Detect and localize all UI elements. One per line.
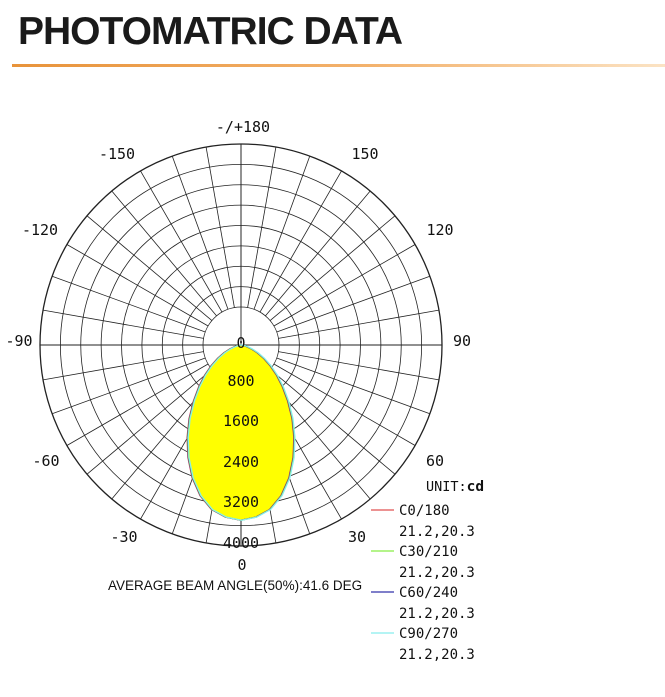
angle-label-150: 150 [351, 145, 379, 163]
radial-tick-label: 0 [236, 334, 246, 352]
grid-spoke [172, 156, 228, 309]
radial-tick-label: 800 [227, 372, 255, 390]
legend-series-name: C0/180 [399, 503, 450, 519]
angle-label-neg90: -90 [5, 332, 33, 350]
grid-spoke [141, 171, 223, 312]
legend-series-values: 21.2,20.3 [399, 606, 475, 622]
beam-angle-caption: AVERAGE BEAM ANGLE(50%):41.6 DEG [108, 578, 363, 593]
angle-label-180: -/+180 [215, 118, 271, 136]
grid-spoke [52, 358, 205, 414]
angle-label-neg150: -150 [98, 145, 136, 163]
grid-spoke [206, 147, 234, 308]
grid-spoke [43, 310, 204, 338]
radial-tick-label: 3200 [222, 493, 260, 511]
grid-spoke [278, 352, 439, 380]
radial-tick-label: 1600 [222, 412, 260, 430]
angle-label-neg60: -60 [32, 452, 60, 470]
grid-spoke [248, 147, 276, 308]
grid-spoke [254, 156, 310, 309]
grid-spoke [67, 245, 208, 327]
page-title: PHOTOMATRIC DATA [18, 10, 403, 53]
grid-spoke [260, 171, 342, 312]
legend-series-name: C90/270 [399, 626, 459, 642]
grid-spoke [274, 245, 415, 327]
legend-series-name: C60/240 [399, 585, 459, 601]
grid-spoke [52, 276, 205, 332]
legend-series-values: 21.2,20.3 [399, 647, 475, 663]
grid-spoke [270, 216, 395, 321]
grid-spoke [87, 216, 212, 321]
angle-label-60: 60 [425, 452, 445, 470]
angle-label-120: 120 [426, 221, 454, 239]
angle-label-90: 90 [452, 332, 472, 350]
grid-spoke [277, 276, 430, 332]
legend [371, 479, 484, 663]
angle-label-0: 0 [237, 556, 247, 574]
grid-spoke [43, 352, 204, 380]
grid-spoke [265, 191, 370, 316]
angle-label-30: 30 [347, 528, 367, 546]
grid-spoke [112, 191, 217, 316]
radial-tick-label: 4000 [222, 534, 260, 552]
legend-series-name: C30/210 [399, 544, 459, 560]
legend-series-values: 21.2,20.3 [399, 565, 475, 581]
angle-label-neg120: -120 [21, 221, 59, 239]
unit-label: UNIT:cd [426, 479, 485, 495]
angle-label-neg30: -30 [110, 528, 138, 546]
legend-series-values: 21.2,20.3 [399, 524, 475, 540]
radial-tick-label: 2400 [222, 453, 260, 471]
grid-spoke [278, 310, 439, 338]
grid-spoke [277, 358, 430, 414]
